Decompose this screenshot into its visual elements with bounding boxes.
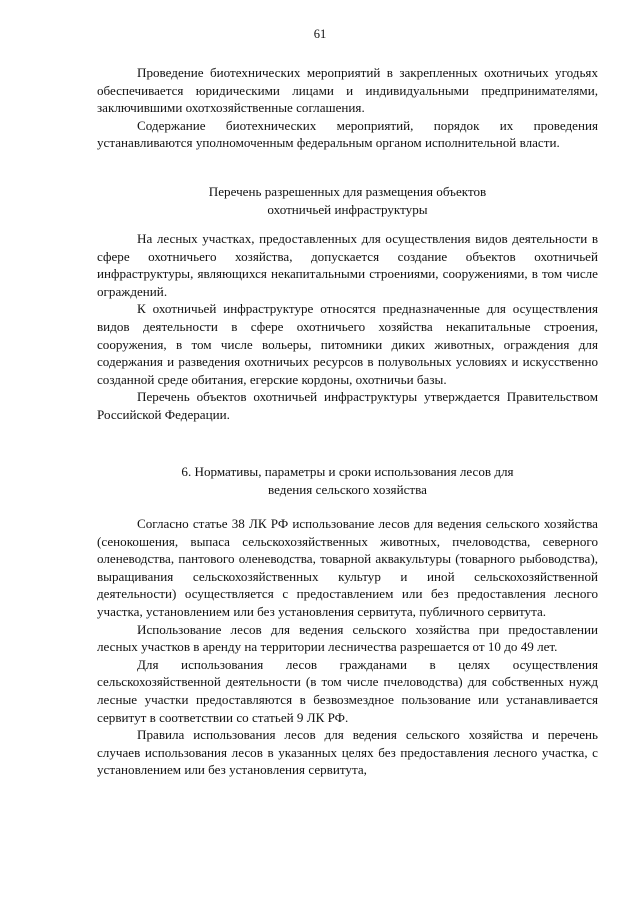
paragraph-agriculture-article38: Согласно статье 38 ЛК РФ использование лесов для ведения сельского хозяйства (сенокошения, выпаса сельскохозяйственных животных, пчеловодства, северного оленеводства, пантового оленеводства, товарной аквакультуры (товарного рыбоводства), выращивания сельскохозяйственных культур и иной сельскохозяйственной деятельности) осуществляется с предоставлением или без предоставления лесного участка, установлением или без установления сервитута, публичного сервитута.: [97, 516, 598, 619]
heading-line-1: Перечень разрешенных для размещения объектов: [208, 184, 487, 199]
paragraph-biotech-provision: Проведение биотехнических мероприятий в закрепленных охотничьих угодьях обеспечивается юридическими лицами и индивидуальными предпринимателями, заключившими охотхозяйственные соглашения.: [97, 65, 598, 116]
heading-line-1: 6. Нормативы, параметры и сроки использования лесов для: [181, 464, 514, 479]
heading-line-2: охотничьей инфраструктуры: [267, 201, 428, 217]
paragraph-infrastructure-allowed: На лесных участках, предоставленных для осуществления видов деятельности в сфере охотничьего хозяйства, допускается создание объектов охотничьей инфраструктуры, являющихся некапитальными строениями, сооружениями, в том числе ограждений.: [97, 231, 598, 299]
paragraph-infrastructure-list: Перечень объектов охотничьей инфраструктуры утверждается Правительством Российской Федерации.: [97, 389, 598, 422]
paragraph-agriculture-citizens: Для использования лесов гражданами в целях осуществления сельскохозяйственной деятельности (в том числе пчеловодства) для собственных нужд лесные участки предоставляются в безвозмездное пользование или устанавливается сервитут в соответствии со статьей 9 ЛК РФ.: [97, 656, 598, 725]
paragraph-agriculture-rules: Правила использования лесов для ведения сельского хозяйства и перечень случаев использования лесов в указанных целях без предоставления лесного участка, с установлением или без установления сервитута,: [97, 727, 598, 778]
agriculture-section: [97, 515, 598, 779]
section-heading-agriculture: [97, 463, 598, 498]
section-heading-infrastructure: [97, 183, 598, 218]
page-number: 61: [313, 27, 327, 41]
paragraph-infrastructure-definition: К охотничьей инфраструктуре относятся предназначенные для осуществления видов деятельности в сфере охотничьего хозяйства некапитальные строения, сооружения, в том числе вольеры, питомники диких животных, ограждения для содержания и разведения охотничьих ресурсов в полувольных условиях и искусственно созданной среде обитания, егерские кордоны, охотничьи базы.: [97, 301, 598, 387]
paragraph-biotech-content: Содержание биотехнических мероприятий, порядок их проведения устанавливаются уполномоченным федеральным органом исполнительной власти.: [97, 117, 598, 151]
paragraph-agriculture-lease-term: Использование лесов для ведения сельского хозяйства при предоставлении лесных участков в аренду на территории лесничества разрешается от 10 до 49 лет.: [97, 621, 598, 655]
heading-line-2: ведения сельского хозяйства: [268, 481, 427, 497]
infrastructure-section: [97, 230, 598, 424]
biotech-section: [97, 64, 598, 152]
